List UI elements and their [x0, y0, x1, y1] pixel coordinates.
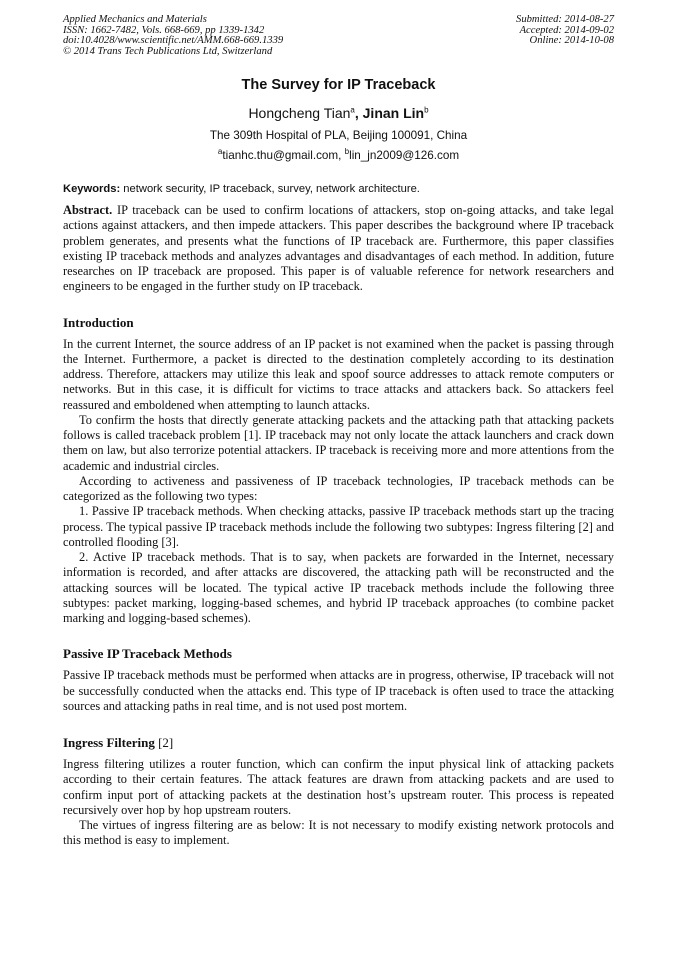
- journal-issn: ISSN: 1662-7482, Vols. 668-669, pp 1339-1342: [63, 24, 265, 36]
- date-online: Online: 2014-10-08: [529, 35, 614, 46]
- author-affil-mark: b: [424, 105, 429, 115]
- section-passive: [63, 668, 614, 714]
- affiliation: The 309th Hospital of PLA, Beijing 100091, China: [209, 129, 468, 142]
- paragraph: To confirm the hosts that directly generate attacking packets and the attacking path that attacking packets follows is called traceback problem [1]. IP traceback may not only locate the attack launchers and crack down them on law, but also terrorize potential attackers. IP traceback is receiving more and more attentions from the academic and industrial circles.: [63, 412, 614, 473]
- submission-dates: [516, 15, 614, 57]
- paper-title: The Survey for IP Traceback: [241, 77, 436, 93]
- section-heading: [63, 735, 614, 751]
- paper-page: [63, 15, 614, 849]
- paragraph: According to activeness and passiveness of IP traceback technologies, IP traceback methods can be categorized as the following two types:: [63, 473, 614, 503]
- journal-copyright: © 2014 Trans Tech Publications Ltd, Switzerland: [63, 45, 273, 57]
- journal-info: [63, 15, 283, 57]
- citation-ref: [2]: [154, 735, 174, 750]
- section-introduction: [63, 337, 614, 627]
- paragraph: Ingress filtering utilizes a router function, which can confirm the input physical link of attacking packets according to their certain features. The attack features are drawn from attacking packets and are used to confirm input port of attacking packets at the destination host’s upstream router. This process is repeated recursively over hop by hop upstream routers.: [63, 757, 614, 817]
- keywords-label: Keywords:: [63, 183, 121, 195]
- author-name: Hongcheng Tian: [248, 105, 351, 121]
- journal-doi: doi:10.4028/www.scientific.net/AMM.668-669.1339: [63, 35, 284, 46]
- email-mark: b: [344, 147, 350, 157]
- journal-header: [63, 15, 614, 57]
- section-heading-text: Ingress Filtering: [63, 735, 155, 750]
- journal-name: Applied Mechanics and Materials: [63, 14, 207, 25]
- author-name: Jinan Lin: [362, 105, 425, 121]
- author-emails: [63, 149, 614, 163]
- section-heading: Passive IP Traceback Methods: [63, 646, 232, 662]
- abstract-label: Abstract.: [63, 203, 113, 217]
- email-link[interactable]: tianhc.thu@gmail.com: [222, 149, 339, 162]
- paragraph: In the current Internet, the source address of an IP packet is not examined when the packet is passing through the Internet. Furthermore, a packet is directed to the destination completely according to its destination address. Therefore, attackers may utilize this leak and spoof source addresses to attack remote computers or networks. But in this case, it is difficult for victims to trace attacks and attackers back. So attackers feel reassured and emboldened when attempting to launch attacks.: [63, 336, 614, 412]
- section-heading: Introduction: [63, 314, 134, 330]
- paragraph: Passive IP traceback methods must be performed when attacks are in progress, otherwise, IP traceback will not be successfully conducted when the attacks end. This type of IP traceback is often used to trace the attacking sources and attacking paths in real time, and is not used post mortem.: [63, 668, 614, 713]
- abstract-text: IP traceback can be used to confirm locations of attackers, stop on-going attacks, and take legal actions against attackers, and then impede attackers. This paper describes the background where IP traceback problem generates, and presents what the functions of IP traceback are. Furthermore, this paper classifies existing IP traceback methods and analyzes advantages and disadvantages of each method. In addition, future researches on IP traceback are proposed. This paper is of valuable reference for network researchers and engineers to be engaged in the further study on IP traceback.: [63, 203, 614, 294]
- section-ingress: [63, 757, 614, 849]
- date-submitted: Submitted: 2014-08-27: [516, 14, 614, 25]
- list-item: 2. Active IP traceback methods. That is to say, when packets are forwarded in the Internet, necessary information is recorded, and after attacks are discovered, the attacking path will be reconstructed and the attacking sources will be located. The typical active IP traceback methods include the following three subtypes: packet marking, logging-based schemes, and hybrid IP traceback approaches (to combine packet marking and logging-based schemes).: [63, 550, 614, 625]
- author-separator: ,: [354, 105, 363, 121]
- email-mark: a: [217, 147, 223, 157]
- paragraph: The virtues of ingress filtering are as below: It is not necessary to modify existing network protocols and this method is easy to implement.: [63, 818, 614, 848]
- author-affil-mark: a: [350, 105, 355, 115]
- list-item: 1. Passive IP traceback methods. When checking attacks, passive IP traceback methods start up the tracing process. The typical passive IP traceback methods include the following two subtypes: Ingress filtering [2] and controlled flooding [3].: [63, 504, 614, 549]
- author-list: [63, 104, 614, 122]
- email-link[interactable]: lin_jn2009@126.com: [349, 149, 460, 162]
- keywords-text: network security, IP traceback, survey, network architecture.: [120, 183, 420, 195]
- date-accepted: Accepted: 2014-09-02: [519, 24, 614, 36]
- abstract: [63, 203, 614, 295]
- email-separator: ,: [338, 149, 345, 162]
- keywords: [63, 182, 614, 196]
